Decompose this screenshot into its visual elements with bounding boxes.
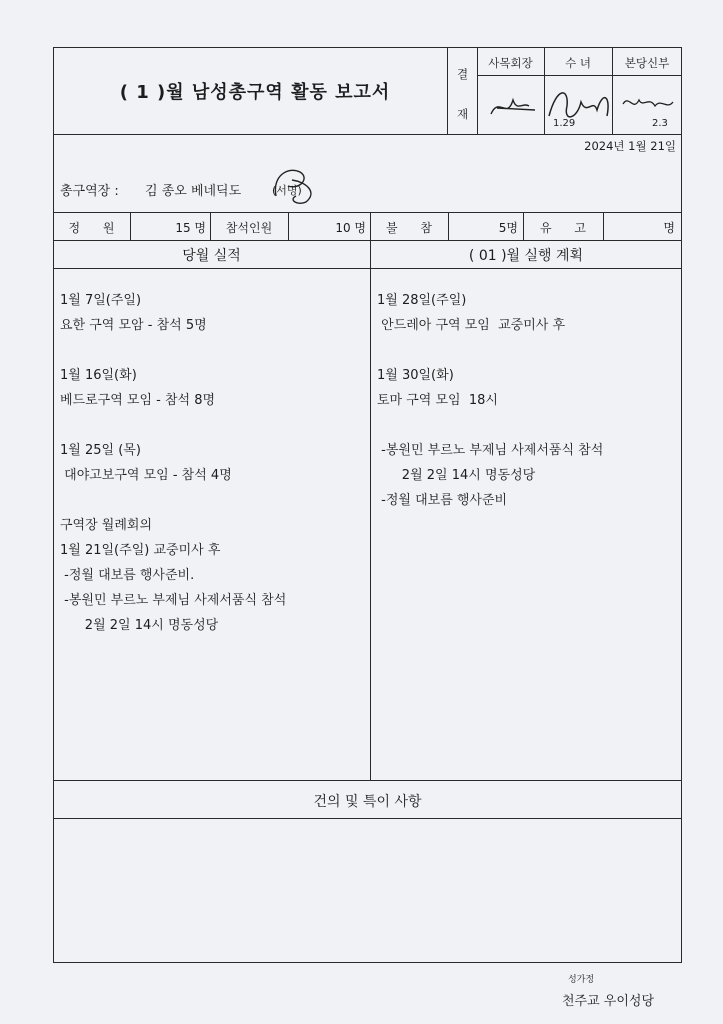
signature-date-2: 2.3	[652, 118, 668, 129]
list-item	[60, 488, 365, 513]
list-item: 1월 7일(주일)	[60, 293, 142, 308]
approval-label-bottom: 재	[457, 107, 469, 121]
divider	[603, 212, 604, 240]
approval-col-pastoral-president: 사목회장	[488, 56, 533, 70]
plan-list	[377, 288, 677, 513]
list-item	[377, 413, 677, 438]
list-item: 1월 21일(주일) 교중미사 후	[60, 543, 221, 558]
absent-value: 5명	[498, 221, 518, 235]
approval-label-top: 결	[457, 67, 469, 81]
list-item: 요한 구역 모암 - 참석 5명	[60, 318, 207, 333]
list-item: -정월 대보름 행사준비.	[60, 568, 195, 583]
leader-sign-label: (서명)	[272, 184, 302, 197]
list-item: 1월 28일(주일)	[377, 293, 467, 308]
list-item: -정월 대보름 행사준비	[377, 493, 508, 508]
list-item	[377, 338, 677, 363]
leader-name: 김 종오 베네딕도	[145, 184, 242, 199]
results-list	[60, 288, 365, 638]
divider	[130, 212, 131, 240]
suggestions-title: 건의 및 특이 사항	[313, 794, 422, 810]
divider	[53, 268, 682, 269]
approval-col-priest: 본당신부	[624, 56, 670, 70]
divider	[53, 134, 682, 135]
list-item: 대야고보구역 모임 - 참석 4명	[60, 468, 232, 483]
signature-date-1: 1.29	[553, 118, 576, 129]
plan-title: ( 01 )월 실행 계획	[468, 248, 584, 264]
list-item: 2월 2일 14시 명동성당	[377, 468, 536, 483]
divider	[53, 780, 682, 781]
footer-org-small: 성가정	[568, 975, 595, 985]
divider	[53, 212, 682, 213]
column-divider	[370, 240, 371, 780]
list-item: 구역장 월례회의	[60, 518, 153, 533]
absent-label: 불 참	[385, 221, 433, 235]
members-value: 15 명	[175, 221, 206, 235]
list-item: 1월 25일 (목)	[60, 443, 141, 458]
attendance-value: 10 명	[335, 221, 366, 235]
attendance-label: 참석인원	[225, 221, 273, 235]
footer-org-name: 천주교 우이성당	[562, 994, 655, 1009]
list-item	[60, 413, 365, 438]
list-item: -봉원민 부르노 부제님 사제서품식 참석	[60, 593, 287, 608]
leader-label: 총구역장 :	[60, 184, 119, 199]
excused-value: 명	[663, 221, 675, 235]
list-item: 1월 16일(화)	[60, 368, 137, 383]
report-date: 2024년 1월 21일	[584, 139, 676, 153]
suggestions-area	[53, 819, 682, 961]
list-item: 안드레아 구역 모임 교중미사 후	[377, 318, 566, 333]
list-item: 2월 2일 14시 명동성당	[60, 618, 219, 633]
excused-label: 유 고	[539, 221, 587, 235]
results-title: 당월 실적	[182, 248, 241, 264]
divider	[447, 47, 448, 134]
list-item	[60, 338, 365, 363]
approval-col-sister: 수 녀	[565, 56, 591, 70]
members-label: 정 원	[68, 221, 115, 235]
list-item: -봉원민 부르노 부제님 사제서품식 참석	[377, 443, 604, 458]
divider	[53, 240, 682, 241]
report-title: ( 1 )월 남성총구역 활동 보고서	[119, 82, 391, 103]
list-item: 베드로구역 모임 - 참석 8명	[60, 393, 216, 408]
divider	[288, 212, 289, 240]
list-item: 토마 구역 모임 18시	[377, 393, 498, 408]
divider	[448, 212, 449, 240]
list-item: 1월 30일(화)	[377, 368, 454, 383]
leader-signature	[266, 162, 326, 208]
